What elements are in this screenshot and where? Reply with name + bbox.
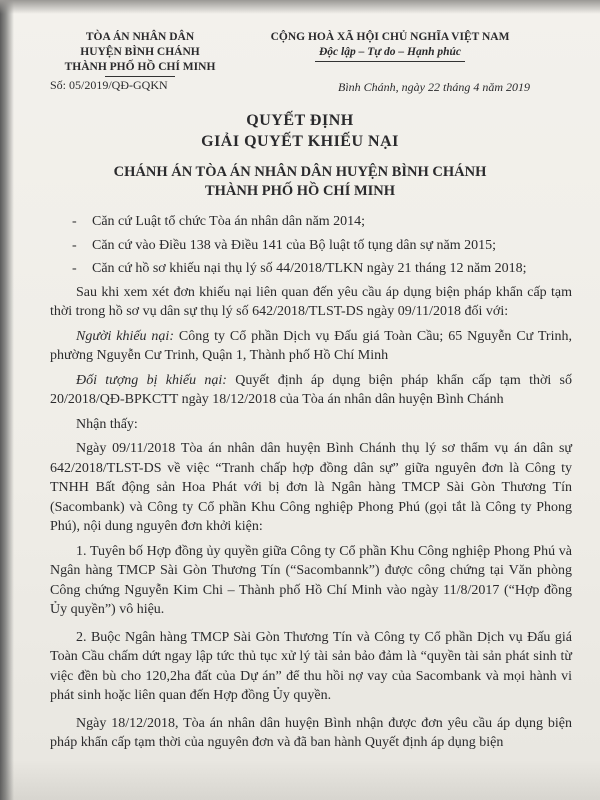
subject-label: Đối tượng bị khiếu nại: bbox=[76, 372, 227, 388]
scan-shadow-bottom bbox=[0, 760, 600, 800]
court-name: TÒA ÁN NHÂN DÂN bbox=[85, 31, 195, 43]
findings-label: Nhận thấy: bbox=[76, 416, 138, 432]
complainant-label: Người khiếu nại: bbox=[76, 328, 174, 344]
country-name: CỘNG HOÀ XÃ HỘI CHỦ NGHĨA VIỆT NAM bbox=[270, 31, 510, 43]
document-body bbox=[50, 212, 572, 758]
court-district: HUYỆN BÌNH CHÁNH bbox=[80, 46, 200, 58]
court-header bbox=[50, 30, 230, 93]
issuer-city: THÀNH PHỐ HỒ CHÍ MINH bbox=[204, 183, 396, 199]
claim-item-2: 2. Buộc Ngân hàng TMCP Sài Gòn Thương Tín và Công ty Cổ phần Dịch vụ Đấu giá Toàn Cầu chấm dứt ngay lập tức thủ tục xử lý tài sản bảo đảm là “quyền tài sản phát sinh từ việc đền bù cho 120,2ha đất của Dự án” để thu hồi nợ vay của Sacombank và mọi hành vi phát sinh hoặc liên quan đến Hợp đồng Ủy quyền. bbox=[50, 629, 572, 703]
issue-date: Bình Chánh, ngày 22 tháng 4 năm 2019 bbox=[338, 80, 530, 94]
court-city: THÀNH PHỐ HỒ CHÍ MINH bbox=[64, 61, 216, 73]
legal-basis-item: - Căn cứ Luật tổ chức Tòa án nhân dân năm 2014; bbox=[68, 212, 572, 232]
motto: Độc lập – Tự do – Hạnh phúc bbox=[318, 46, 462, 58]
subject-paragraph bbox=[50, 371, 572, 410]
subject-text: Quyết định áp dụng biện pháp khẩn cấp tạm thời số 20/2018/QĐ-BPKCTT ngày 18/12/2018 của Tòa án nhân dân huyện Bình Chánh bbox=[50, 372, 572, 407]
national-header bbox=[240, 30, 540, 95]
final-paragraph: Ngày 18/12/2018, Tòa án nhân dân huyện Bình nhận được đơn yêu cầu áp dụng biện pháp khẩn cấp tạm thời của nguyên đơn và đã ban hành Quyết định áp dụng biện bbox=[50, 715, 572, 750]
court-header-underline bbox=[105, 76, 175, 77]
issuer-title: CHÁNH ÁN TÒA ÁN NHÂN DÂN HUYỆN BÌNH CHÁNH bbox=[113, 164, 487, 180]
complainant-paragraph bbox=[50, 327, 572, 366]
scan-shadow-top bbox=[0, 0, 600, 14]
claim-item-1: 1. Tuyên bố Hợp đồng ủy quyền giữa Công ty Cổ phần Khu Công nghiệp Phong Phú và Ngân hàng TMCP Sài Gòn Thương Tín (“Sacombannk”) được công chứng tại Văn phòng Công chứng Nguyễn Kim Chi – Thành phố Hồ Chí Minh vào ngày 11/8/2017 (“Hợp đồng Ủy quyền”) vô hiệu. bbox=[50, 543, 572, 617]
intro-paragraph: Sau khi xem xét đơn khiếu nại liên quan đến yêu cầu áp dụng biện pháp khẩn cấp tạm thời trong hồ sơ vụ dân sự thụ lý số 642/2018/TLST-DS ngày 09/11/2018 đối với: bbox=[50, 284, 572, 319]
complainant-text: Công ty Cổ phần Dịch vụ Đấu giá Toàn Cầu; 65 Nguyễn Cư Trinh, phường Nguyễn Cư Trinh, Quận 1, Thành phố Hồ Chí Minh bbox=[50, 328, 572, 363]
doc-title-sub: GIẢI QUYẾT KHIẾU NẠI bbox=[201, 133, 399, 150]
legal-basis-item: - Căn cứ hồ sơ khiếu nại thụ lý số 44/2018/TLKN ngày 21 tháng 12 năm 2018; bbox=[68, 259, 572, 279]
legal-basis-item: - Căn cứ vào Điều 138 và Điều 141 của Bộ luật tố tụng dân sự năm 2015; bbox=[68, 236, 572, 256]
decision-number: Số: 05/2019/QĐ-GQKN bbox=[50, 78, 168, 92]
doc-title: QUYẾT ĐỊNH bbox=[246, 112, 354, 129]
motto-underline bbox=[315, 61, 465, 62]
findings-paragraph: Ngày 09/11/2018 Tòa án nhân dân huyện Bình Chánh thụ lý sơ thẩm vụ án dân sự 642/2018/TLST-DS về việc “Tranh chấp hợp đồng dân sự” giữa nguyên đơn là Công ty TNHH Bất động sản Hoa Phát với bị đơn là Ngân hàng TMCP Sài Gòn Thương Tín (Sacombank) và Công ty Cổ phần Khu Công nghiệp Phong Phú (gọi tắt là Công ty Phong Phú), nội dung nguyên đơn khởi kiện: bbox=[50, 441, 572, 534]
